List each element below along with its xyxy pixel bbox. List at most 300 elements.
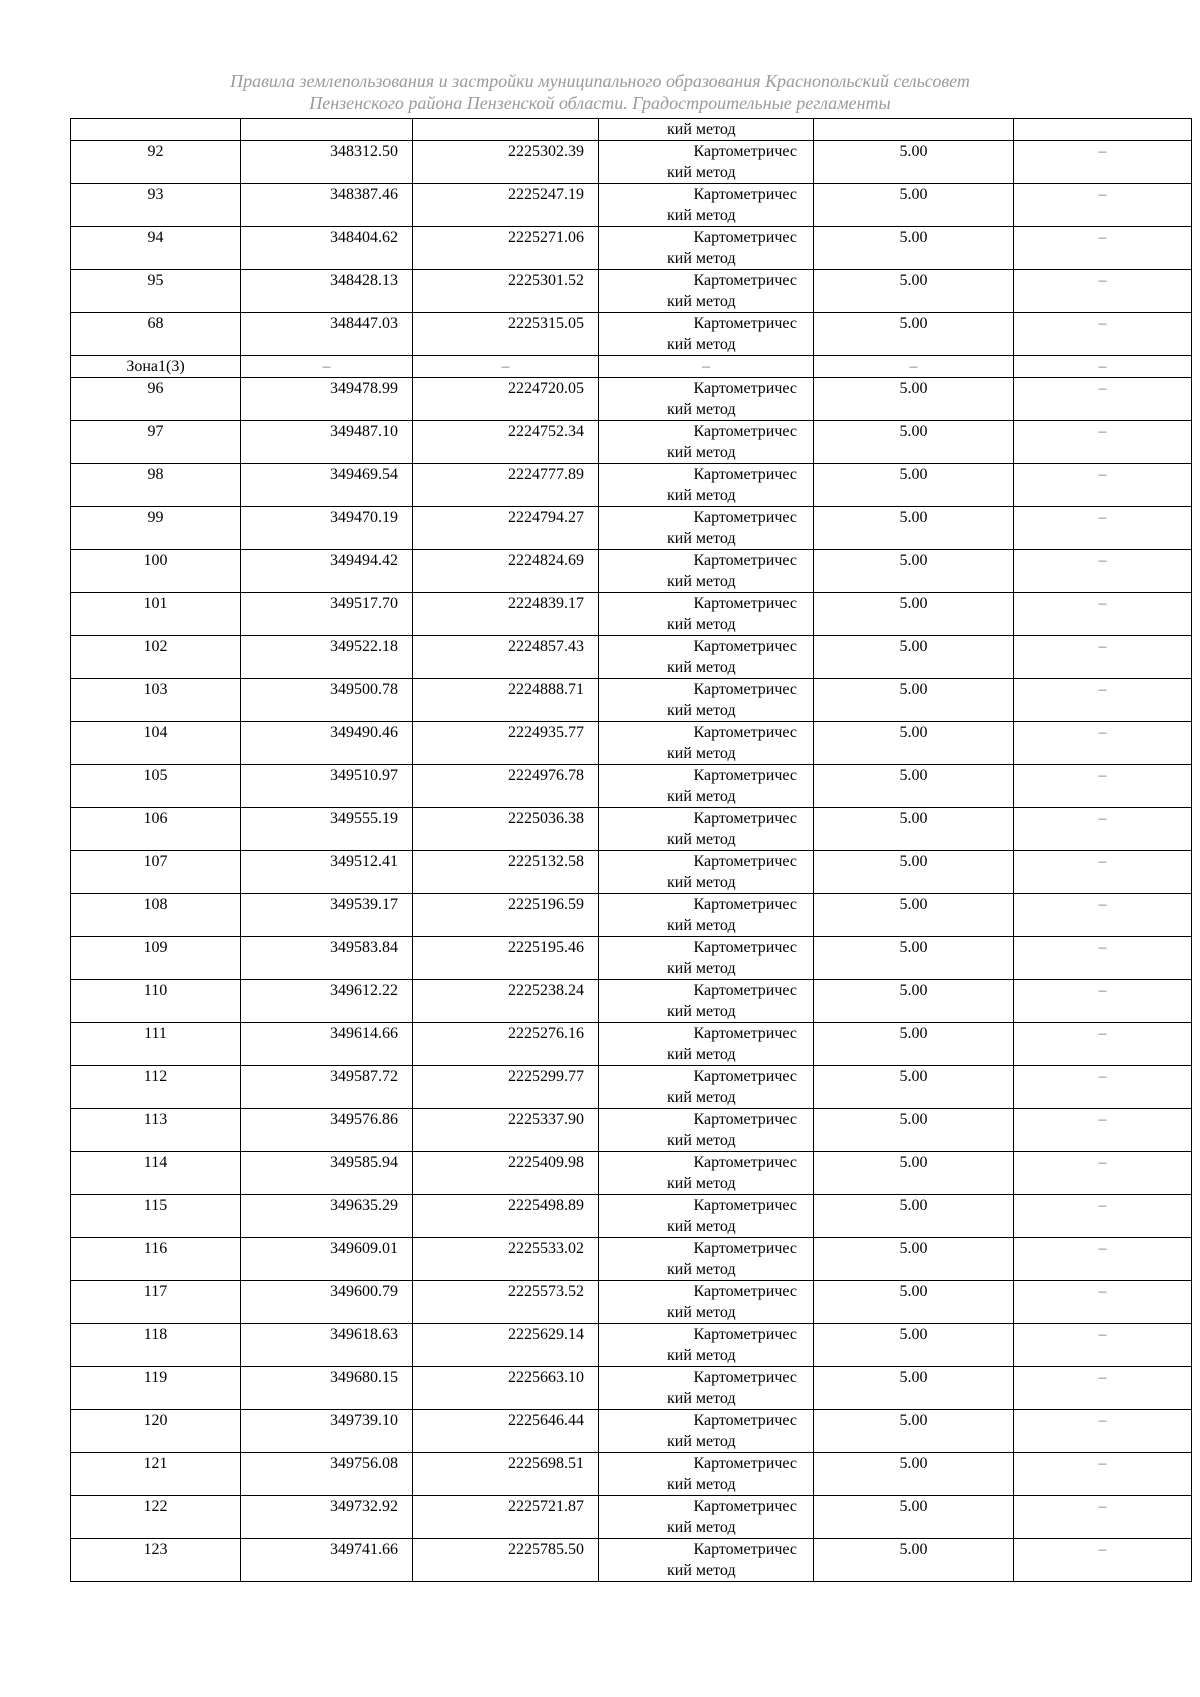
cell-number: 110 <box>71 980 241 1023</box>
cell-note: – <box>1014 1195 1192 1238</box>
cell-method <box>599 937 814 980</box>
cell-precision: 5.00 <box>814 1066 1014 1109</box>
zone-label: Зона1(3) <box>71 356 241 378</box>
table-row <box>71 722 1192 765</box>
cell-number: 111 <box>71 1023 241 1066</box>
cell-method <box>599 722 814 765</box>
cell-y: 2225498.89 <box>413 1195 599 1238</box>
table-row <box>71 765 1192 808</box>
cell-precision: 5.00 <box>814 808 1014 851</box>
cell-x: 349469.54 <box>241 464 413 507</box>
cell-y: 2225721.87 <box>413 1496 599 1539</box>
table-row <box>71 1453 1192 1496</box>
cell-number: 106 <box>71 808 241 851</box>
header-line-1: Правила землепользования и застройки муниципального образования Краснопольский сельсовет <box>230 71 970 91</box>
cell-note: – <box>1014 1281 1192 1324</box>
cell-method <box>599 1496 814 1539</box>
table-row <box>71 141 1192 184</box>
cell-note: – <box>1014 1453 1192 1496</box>
method-line-2: кий метод <box>667 702 736 719</box>
cell-number: 93 <box>71 184 241 227</box>
cell-precision: – <box>814 356 1014 378</box>
cell-x: 348428.13 <box>241 270 413 313</box>
cell-note: – <box>1014 550 1192 593</box>
method-line-1: Картометричес <box>693 982 797 999</box>
cell-number: 109 <box>71 937 241 980</box>
cell-number: 108 <box>71 894 241 937</box>
cell-x: 349494.42 <box>241 550 413 593</box>
cell-note: – <box>1014 378 1192 421</box>
cell-note: – <box>1014 1324 1192 1367</box>
page-header <box>0 70 1200 114</box>
method-line-1: Картометричес <box>693 1154 797 1171</box>
cell-note: – <box>1014 1539 1192 1582</box>
method-line-2: кий метод <box>667 917 736 934</box>
method-line-1: Картометричес <box>693 810 797 827</box>
method-line-1: Картометричес <box>693 1068 797 1085</box>
method-line-2: кий метод <box>667 250 736 267</box>
table-row <box>71 1023 1192 1066</box>
method-line-1: Картометричес <box>693 1111 797 1128</box>
table-row <box>71 421 1192 464</box>
cell-note: – <box>1014 507 1192 550</box>
method-line-2: кий метод <box>667 401 736 418</box>
table-row <box>71 464 1192 507</box>
cell-number: 105 <box>71 765 241 808</box>
table-row <box>71 894 1192 937</box>
cell-note: – <box>1014 765 1192 808</box>
cell-precision: 5.00 <box>814 1195 1014 1238</box>
method-line-2: кий метод <box>667 487 736 504</box>
cell-y: 2225036.38 <box>413 808 599 851</box>
continuation-row <box>71 119 1192 141</box>
cell-precision: 5.00 <box>814 1453 1014 1496</box>
cell-number: 94 <box>71 227 241 270</box>
cell-number: 103 <box>71 679 241 722</box>
method-line-2: кий метод <box>667 1089 736 1106</box>
method-line-2: кий метод <box>667 293 736 310</box>
cell-note: – <box>1014 636 1192 679</box>
method-line-2: кий метод <box>667 1562 736 1579</box>
method-line-2: кий метод <box>667 1433 736 1450</box>
cell-y: 2224976.78 <box>413 765 599 808</box>
cell-note: – <box>1014 270 1192 313</box>
method-line-2: кий метод <box>667 1132 736 1149</box>
method-line-1: Картометричес <box>693 595 797 612</box>
table-row <box>71 227 1192 270</box>
cell-note: – <box>1014 464 1192 507</box>
table-row <box>71 184 1192 227</box>
cell-method <box>599 378 814 421</box>
cell-x <box>241 119 413 141</box>
method-line-2: кий метод <box>667 1390 736 1407</box>
method-line-1: Картометричес <box>693 1498 797 1515</box>
cell-number: 107 <box>71 851 241 894</box>
coordinates-table <box>70 118 1192 1582</box>
method-line-2: кий метод <box>667 207 736 224</box>
method-line-1: Картометричес <box>693 1412 797 1429</box>
cell-method <box>599 464 814 507</box>
table-row <box>71 1281 1192 1324</box>
cell-y: 2224824.69 <box>413 550 599 593</box>
cell-y: 2224888.71 <box>413 679 599 722</box>
cell-number: 113 <box>71 1109 241 1152</box>
table-row <box>71 593 1192 636</box>
table-row <box>71 1410 1192 1453</box>
cell-y: 2225302.39 <box>413 141 599 184</box>
method-line-2: кий метод <box>667 530 736 547</box>
cell-y: 2225271.06 <box>413 227 599 270</box>
cell-x: 349487.10 <box>241 421 413 464</box>
method-line-1: Картометричес <box>693 466 797 483</box>
method-line-2: кий метод <box>667 1519 736 1536</box>
method-line-2: кий метод <box>667 1218 736 1235</box>
cell-x: 349612.22 <box>241 980 413 1023</box>
method-line-2: кий метод <box>667 788 736 805</box>
cell-precision: 5.00 <box>814 1023 1014 1066</box>
cell-x: 348387.46 <box>241 184 413 227</box>
cell-x: 349583.84 <box>241 937 413 980</box>
cell-method <box>599 313 814 356</box>
cell-method <box>599 1281 814 1324</box>
cell-method <box>599 550 814 593</box>
table-row <box>71 980 1192 1023</box>
cell-x: 349517.70 <box>241 593 413 636</box>
cell-precision: 5.00 <box>814 1109 1014 1152</box>
cell-precision: 5.00 <box>814 937 1014 980</box>
cell-note: – <box>1014 1367 1192 1410</box>
cell-x: 348404.62 <box>241 227 413 270</box>
cell-y: 2225629.14 <box>413 1324 599 1367</box>
cell-x: 349500.78 <box>241 679 413 722</box>
cell-y: 2224720.05 <box>413 378 599 421</box>
cell-x: 349522.18 <box>241 636 413 679</box>
cell-number: 116 <box>71 1238 241 1281</box>
cell-number <box>71 119 241 141</box>
table-row <box>71 937 1192 980</box>
cell-number: 120 <box>71 1410 241 1453</box>
header-line-2: Пензенского района Пензенской области. Градостроительные регламенты <box>309 93 891 113</box>
cell-y: 2225247.19 <box>413 184 599 227</box>
method-line-1: Картометричес <box>693 767 797 784</box>
table-row <box>71 1324 1192 1367</box>
cell-x: 349587.72 <box>241 1066 413 1109</box>
cell-number: 95 <box>71 270 241 313</box>
cell-precision: 5.00 <box>814 378 1014 421</box>
cell-number: 101 <box>71 593 241 636</box>
method-line-1: Картометричес <box>693 681 797 698</box>
cell-x: 349478.99 <box>241 378 413 421</box>
cell-precision: 5.00 <box>814 421 1014 464</box>
cell-precision: 5.00 <box>814 1410 1014 1453</box>
method-line-1: Картометричес <box>693 552 797 569</box>
cell-x: 349600.79 <box>241 1281 413 1324</box>
cell-precision: 5.00 <box>814 550 1014 593</box>
method-line-1: Картометричес <box>693 1541 797 1558</box>
table-row <box>71 378 1192 421</box>
cell-method <box>599 1367 814 1410</box>
cell-precision: 5.00 <box>814 270 1014 313</box>
cell-note: – <box>1014 421 1192 464</box>
cell-note: – <box>1014 141 1192 184</box>
cell-method <box>599 507 814 550</box>
method-line-2: кий метод <box>667 1347 736 1364</box>
cell-y: 2225315.05 <box>413 313 599 356</box>
method-line-2: кий метод <box>667 164 736 181</box>
cell-number: 118 <box>71 1324 241 1367</box>
cell-x: 349618.63 <box>241 1324 413 1367</box>
cell-number: 97 <box>71 421 241 464</box>
cell-x: 349555.19 <box>241 808 413 851</box>
cell-method <box>599 1066 814 1109</box>
method-line-1: Картометричес <box>693 896 797 913</box>
method-line-2: кий метод <box>667 1476 736 1493</box>
cell-y: 2225132.58 <box>413 851 599 894</box>
cell-y: 2225238.24 <box>413 980 599 1023</box>
table-row <box>71 550 1192 593</box>
cell-precision: 5.00 <box>814 227 1014 270</box>
method-line-2: кий метод <box>667 1046 736 1063</box>
cell-number: 115 <box>71 1195 241 1238</box>
cell-method <box>599 851 814 894</box>
cell-number: 112 <box>71 1066 241 1109</box>
cell-note: – <box>1014 593 1192 636</box>
cell-y: 2225573.52 <box>413 1281 599 1324</box>
cell-precision: 5.00 <box>814 141 1014 184</box>
cell-number: 122 <box>71 1496 241 1539</box>
cell-x: 349741.66 <box>241 1539 413 1582</box>
cell-x: – <box>241 356 413 378</box>
method-line-1: Картометричес <box>693 186 797 203</box>
cell-note: – <box>1014 937 1192 980</box>
cell-note: – <box>1014 1410 1192 1453</box>
cell-y: 2225409.98 <box>413 1152 599 1195</box>
cell-method: – <box>599 356 814 378</box>
cell-method <box>599 227 814 270</box>
cell-precision: 5.00 <box>814 1539 1014 1582</box>
cell-number: 99 <box>71 507 241 550</box>
cell-method <box>599 1195 814 1238</box>
cell-precision: 5.00 <box>814 636 1014 679</box>
cell-precision: 5.00 <box>814 679 1014 722</box>
cell-note: – <box>1014 980 1192 1023</box>
method-line-2: кий метод <box>667 616 736 633</box>
cell-number: 104 <box>71 722 241 765</box>
cell-x: 349512.41 <box>241 851 413 894</box>
cell-y: 2225646.44 <box>413 1410 599 1453</box>
cell-precision: 5.00 <box>814 722 1014 765</box>
method-line-2: кий метод <box>667 745 736 762</box>
cell-precision: 5.00 <box>814 894 1014 937</box>
cell-number: 114 <box>71 1152 241 1195</box>
cell-method <box>599 270 814 313</box>
cell-y: 2225299.77 <box>413 1066 599 1109</box>
cell-y: 2224794.27 <box>413 507 599 550</box>
cell-method <box>599 1238 814 1281</box>
cell-precision: 5.00 <box>814 765 1014 808</box>
cell-method <box>599 1539 814 1582</box>
cell-number: 117 <box>71 1281 241 1324</box>
cell-note: – <box>1014 227 1192 270</box>
cell-precision: 5.00 <box>814 464 1014 507</box>
cell-note: – <box>1014 313 1192 356</box>
table-row <box>71 851 1192 894</box>
method-line-2: кий метод <box>667 874 736 891</box>
cell-method <box>599 421 814 464</box>
table-row <box>71 636 1192 679</box>
cell-precision: 5.00 <box>814 507 1014 550</box>
table-row <box>71 507 1192 550</box>
cell-number: 98 <box>71 464 241 507</box>
cell-precision: 5.00 <box>814 1281 1014 1324</box>
table-row <box>71 808 1192 851</box>
cell-note: – <box>1014 1152 1192 1195</box>
method-line-2: кий метод <box>667 831 736 848</box>
cell-y: 2225301.52 <box>413 270 599 313</box>
cell-y: – <box>413 356 599 378</box>
cell-y: 2224839.17 <box>413 593 599 636</box>
cell-precision: 5.00 <box>814 1324 1014 1367</box>
cell-method <box>599 593 814 636</box>
cell-y: 2225195.46 <box>413 937 599 980</box>
cell-precision <box>814 119 1014 141</box>
cell-number: 68 <box>71 313 241 356</box>
cell-y: 2225196.59 <box>413 894 599 937</box>
cell-y: 2224857.43 <box>413 636 599 679</box>
method-line-2: кий метод <box>667 336 736 353</box>
method-line-1: Картометричес <box>693 1455 797 1472</box>
cell-x: 349739.10 <box>241 1410 413 1453</box>
cell-y: 2225337.90 <box>413 1109 599 1152</box>
cell-precision: 5.00 <box>814 593 1014 636</box>
cell-precision: 5.00 <box>814 1496 1014 1539</box>
cell-y: 2225785.50 <box>413 1539 599 1582</box>
table-row <box>71 1539 1192 1582</box>
table-row <box>71 1496 1192 1539</box>
cell-method <box>599 1023 814 1066</box>
cell-precision: 5.00 <box>814 980 1014 1023</box>
cell-x: 349609.01 <box>241 1238 413 1281</box>
method-line-2: кий метод <box>667 1175 736 1192</box>
cell-note: – <box>1014 1496 1192 1539</box>
cell-y: 2225276.16 <box>413 1023 599 1066</box>
method-line-1: Картометричес <box>693 1326 797 1343</box>
cell-x: 349680.15 <box>241 1367 413 1410</box>
cell-y <box>413 119 599 141</box>
method-line-1: Картометричес <box>693 939 797 956</box>
cell-x: 349470.19 <box>241 507 413 550</box>
cell-y: 2225533.02 <box>413 1238 599 1281</box>
cell-precision: 5.00 <box>814 1367 1014 1410</box>
table-row <box>71 1109 1192 1152</box>
cell-method <box>599 1410 814 1453</box>
method-line-1: Картометричес <box>693 509 797 526</box>
cell-x: 349585.94 <box>241 1152 413 1195</box>
method-line-1: Картометричес <box>693 272 797 289</box>
method-line-1: Картометричес <box>693 315 797 332</box>
method-line-1: Картометричес <box>693 380 797 397</box>
cell-precision: 5.00 <box>814 851 1014 894</box>
method-line-2: кий метод <box>667 1261 736 1278</box>
cell-note: – <box>1014 722 1192 765</box>
cell-note: – <box>1014 1238 1192 1281</box>
cell-x: 349539.17 <box>241 894 413 937</box>
cell-precision: 5.00 <box>814 184 1014 227</box>
cell-y: 2224752.34 <box>413 421 599 464</box>
cell-x: 349510.97 <box>241 765 413 808</box>
cell-x: 349614.66 <box>241 1023 413 1066</box>
table-row <box>71 1066 1192 1109</box>
table-row <box>71 270 1192 313</box>
cell-precision: 5.00 <box>814 1152 1014 1195</box>
cell-note: – <box>1014 894 1192 937</box>
cell-method <box>599 1152 814 1195</box>
cell-x: 348312.50 <box>241 141 413 184</box>
cell-note: – <box>1014 356 1192 378</box>
cell-method <box>599 980 814 1023</box>
method-line-1: Картометричес <box>693 1025 797 1042</box>
method-line-2: кий метод <box>667 573 736 590</box>
table-row <box>71 679 1192 722</box>
method-line-1: Картометричес <box>693 229 797 246</box>
table-row <box>71 313 1192 356</box>
method-line-1: Картометричес <box>693 423 797 440</box>
cell-number: 96 <box>71 378 241 421</box>
cell-method: кий метод <box>599 119 814 141</box>
cell-x: 349490.46 <box>241 722 413 765</box>
cell-x: 348447.03 <box>241 313 413 356</box>
cell-note: – <box>1014 851 1192 894</box>
method-line-1: Картометричес <box>693 724 797 741</box>
cell-x: 349576.86 <box>241 1109 413 1152</box>
cell-number: 123 <box>71 1539 241 1582</box>
method-line-2: кий метод <box>667 1003 736 1020</box>
cell-method <box>599 765 814 808</box>
method-line-1: Картометричес <box>693 853 797 870</box>
method-line-2: кий метод <box>667 659 736 676</box>
cell-method <box>599 1453 814 1496</box>
cell-x: 349732.92 <box>241 1496 413 1539</box>
cell-note: – <box>1014 184 1192 227</box>
method-line-1: Картометричес <box>693 1369 797 1386</box>
method-line-1: Картометричес <box>693 638 797 655</box>
method-line-2: кий метод <box>667 960 736 977</box>
cell-note: – <box>1014 808 1192 851</box>
cell-number: 102 <box>71 636 241 679</box>
method-line-1: Картометричес <box>693 143 797 160</box>
cell-note: – <box>1014 679 1192 722</box>
cell-x: 349756.08 <box>241 1453 413 1496</box>
table-row <box>71 1152 1192 1195</box>
table-row <box>71 1238 1192 1281</box>
cell-note: – <box>1014 1066 1192 1109</box>
cell-number: 92 <box>71 141 241 184</box>
cell-x: 349635.29 <box>241 1195 413 1238</box>
cell-method <box>599 184 814 227</box>
cell-y: 2225663.10 <box>413 1367 599 1410</box>
cell-method <box>599 894 814 937</box>
method-line-2: кий метод <box>667 444 736 461</box>
cell-precision: 5.00 <box>814 1238 1014 1281</box>
cell-y: 2225698.51 <box>413 1453 599 1496</box>
cell-method <box>599 636 814 679</box>
table-row <box>71 1195 1192 1238</box>
coordinates-table-body <box>71 119 1192 1582</box>
zone-row <box>71 356 1192 378</box>
cell-method <box>599 1324 814 1367</box>
cell-number: 100 <box>71 550 241 593</box>
cell-note <box>1014 119 1192 141</box>
